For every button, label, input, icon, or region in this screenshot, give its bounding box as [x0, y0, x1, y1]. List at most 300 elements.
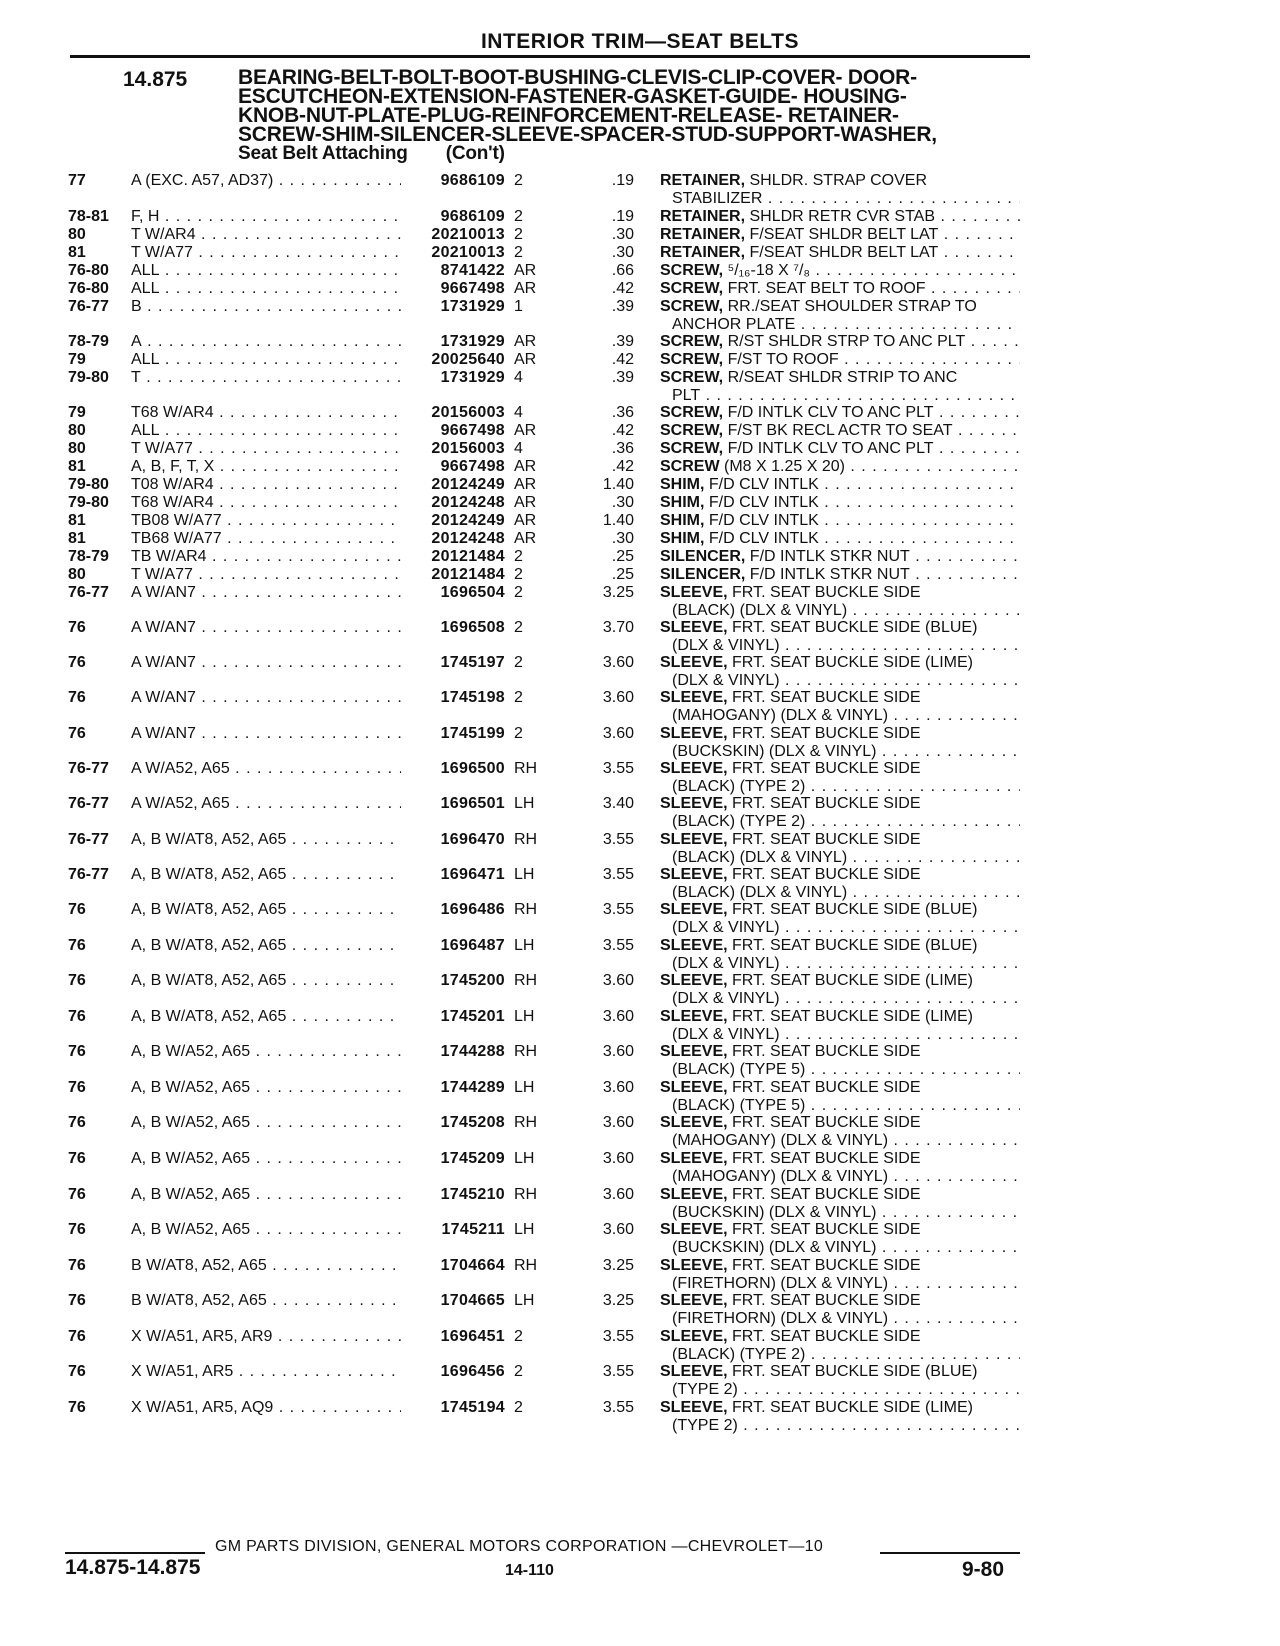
part-entry-continuation — [0, 919, 1280, 937]
part-name: SCREW, — [660, 280, 724, 297]
model-application — [131, 422, 401, 440]
description-continuation-text: (DLX & VINYL) — [672, 637, 780, 654]
part-number: 20025640 — [431, 351, 505, 368]
price: 3.70 — [602, 619, 634, 636]
model-application — [131, 476, 401, 494]
continued-label: (Con't) — [445, 143, 505, 164]
description-continuation-text: (MAHOGANY) (DLX & VINYL) — [672, 1168, 889, 1185]
model-text: A, B W/A52, A65 — [131, 1043, 251, 1060]
description-continuation — [672, 813, 1020, 831]
description-continuation — [672, 955, 1020, 973]
part-entry-line — [0, 1363, 1280, 1381]
price: .39 — [611, 333, 634, 350]
year-range: 80 — [68, 226, 86, 243]
description-text: FRT. SEAT BUCKLE SIDE — [732, 866, 921, 883]
part-entry-line — [0, 1008, 1280, 1026]
model-text: TB68 W/A77 — [131, 530, 222, 547]
part-number: 1745211 — [441, 1221, 505, 1238]
description-continuation — [672, 1275, 1020, 1293]
model-application — [131, 548, 401, 566]
part-name: SLEEVE, — [660, 1186, 728, 1203]
part-entry-line — [0, 1114, 1280, 1132]
model-text: A, B W/A52, A65 — [131, 1150, 251, 1167]
model-text: A W/AN7 — [131, 654, 196, 671]
part-number: 1731929 — [440, 369, 505, 386]
description-continuation-text: PLT — [672, 387, 701, 404]
model-application — [131, 725, 401, 743]
part-entry-continuation — [0, 1168, 1280, 1186]
description — [660, 1363, 1020, 1381]
description-text: F/ST BK RECL ACTR TO SEAT — [727, 422, 953, 439]
part-entry-continuation — [0, 1275, 1280, 1293]
model-text: T W/A77 — [131, 440, 193, 457]
part-entry-line — [0, 226, 1280, 244]
part-entry-continuation — [0, 1417, 1280, 1435]
price: 3.55 — [602, 1399, 634, 1416]
model-application — [131, 1221, 401, 1239]
year-range: 76-80 — [68, 280, 109, 297]
quantity: 2 — [514, 689, 523, 706]
price: 3.60 — [602, 1079, 634, 1096]
part-name: SLEEVE, — [660, 1114, 728, 1131]
part-entry-line — [0, 760, 1280, 778]
description — [660, 530, 1020, 548]
price: 3.60 — [602, 689, 634, 706]
part-entry-line — [0, 404, 1280, 422]
model-text: T68 W/AR4 — [131, 404, 214, 421]
price: .66 — [611, 262, 634, 279]
part-entry-continuation — [0, 884, 1280, 902]
part-entry-continuation — [0, 707, 1280, 725]
model-text: A W/AN7 — [131, 619, 196, 636]
price: .39 — [611, 298, 634, 315]
year-range: 76 — [68, 1221, 86, 1238]
part-name: SHIM, — [660, 476, 705, 493]
model-text: A, B W/AT8, A52, A65 — [131, 831, 287, 848]
model-text: X W/A51, AR5, AR9 — [131, 1328, 273, 1345]
description-text: R/ST SHLDR STRP TO ANC PLT — [727, 333, 966, 350]
model-text: A, B W/AT8, A52, A65 — [131, 1008, 287, 1025]
part-number: 20124248 — [431, 494, 505, 511]
description-text: FRT. SEAT BUCKLE SIDE (BLUE) — [732, 937, 978, 954]
price: .42 — [611, 422, 634, 439]
year-range: 76 — [68, 1114, 86, 1131]
description — [660, 1292, 1020, 1310]
part-number: 1744289 — [440, 1079, 505, 1096]
part-number: 8741422 — [440, 262, 505, 279]
part-entry-line — [0, 1150, 1280, 1168]
model-text: TB08 W/A77 — [131, 512, 222, 529]
model-application — [131, 333, 401, 351]
description — [660, 972, 1020, 990]
part-entry-continuation — [0, 1061, 1280, 1079]
year-range: 76 — [68, 937, 86, 954]
part-entry-continuation — [0, 637, 1280, 655]
part-entry-continuation — [0, 1310, 1280, 1328]
footer-rule-right — [880, 1552, 1020, 1554]
description-text: FRT. SEAT BUCKLE SIDE — [732, 1186, 921, 1203]
part-number: 20121484 — [431, 548, 505, 565]
year-range: 76-80 — [68, 262, 109, 279]
part-name: SCREW, — [660, 404, 724, 421]
part-name: SLEEVE, — [660, 1008, 728, 1025]
section-title-line: KNOB-NUT-PLATE-PLUG-REINFORCEMENT-RELEASE- RETAINER- — [238, 104, 899, 127]
part-name: SCREW, — [660, 262, 724, 279]
quantity: LH — [514, 1008, 535, 1025]
part-name: SCREW, — [660, 333, 724, 350]
part-number: 9667498 — [440, 422, 505, 439]
model-application — [131, 404, 401, 422]
part-entry-line — [0, 1221, 1280, 1239]
part-entry-continuation — [0, 990, 1280, 1008]
description-text: F/D INTLK STKR NUT — [749, 548, 910, 565]
description-continuation — [672, 884, 1020, 902]
section-title-line: SCREW-SHIM-SILENCER-SLEEVE-SPACER-STUD-SUPPORT-WASHER, — [238, 123, 937, 146]
price: .42 — [611, 280, 634, 297]
description-text: SHLDR. STRAP COVER — [749, 172, 928, 189]
part-entry-line — [0, 901, 1280, 919]
price: .42 — [611, 458, 634, 475]
model-application — [131, 1186, 401, 1204]
price: 3.55 — [602, 901, 634, 918]
part-number: 1745210 — [440, 1186, 505, 1203]
part-number: 9667498 — [440, 458, 505, 475]
description — [660, 866, 1020, 884]
description-continuation-text: (FIRETHORN) (DLX & VINYL) — [672, 1310, 889, 1327]
price: .25 — [611, 566, 634, 583]
model-text: A W/A52, A65 — [131, 760, 230, 777]
year-range: 76 — [68, 1008, 86, 1025]
year-range: 79-80 — [68, 494, 109, 511]
price: 3.60 — [602, 1150, 634, 1167]
year-range: 76-77 — [68, 795, 109, 812]
model-text: A, B W/A52, A65 — [131, 1221, 251, 1238]
description — [660, 1043, 1020, 1061]
footer-division: GM PARTS DIVISION, GENERAL MOTORS CORPORATION —CHEVROLET—10 — [215, 1538, 824, 1555]
part-name: SCREW, — [660, 440, 724, 457]
description — [660, 654, 1020, 672]
price: .30 — [611, 226, 634, 243]
price: 3.60 — [602, 1186, 634, 1203]
year-range: 76-77 — [68, 866, 109, 883]
part-name: SLEEVE, — [660, 1043, 728, 1060]
model-application — [131, 972, 401, 990]
quantity: 2 — [514, 1328, 523, 1345]
year-range: 81 — [68, 244, 86, 261]
part-number: 1696456 — [440, 1363, 505, 1380]
model-text: A W/AN7 — [131, 584, 196, 601]
part-number: 1731929 — [440, 298, 505, 315]
model-application — [131, 1008, 401, 1026]
model-application — [131, 298, 401, 316]
model-text: A, B W/A52, A65 — [131, 1186, 251, 1203]
description-continuation-text: (MAHOGANY) (DLX & VINYL) — [672, 1132, 889, 1149]
model-application — [131, 458, 401, 476]
price: 3.55 — [602, 760, 634, 777]
description-text: FRT. SEAT BUCKLE SIDE — [732, 1221, 921, 1238]
description-text: FRT. SEAT BUCKLE SIDE — [732, 831, 921, 848]
quantity: AR — [514, 512, 537, 529]
part-entry-line — [0, 476, 1280, 494]
model-application — [131, 1150, 401, 1168]
model-text: A, B W/AT8, A52, A65 — [131, 937, 287, 954]
model-application — [131, 866, 401, 884]
quantity: 2 — [514, 548, 523, 565]
description-continuation — [672, 778, 1020, 796]
part-name: SLEEVE, — [660, 937, 728, 954]
part-entry-line — [0, 333, 1280, 351]
description-continuation — [672, 1346, 1020, 1364]
year-range: 76 — [68, 1292, 86, 1309]
part-name: SLEEVE, — [660, 901, 728, 918]
section-title-line: BEARING-BELT-BOLT-BOOT-BUSHING-CLEVIS-CLIP-COVER- DOOR- — [238, 66, 917, 89]
year-range: 79 — [68, 351, 86, 368]
quantity: 2 — [514, 244, 523, 261]
part-entry-line — [0, 494, 1280, 512]
description-text: FRT. SEAT BUCKLE SIDE — [732, 795, 921, 812]
model-text: ALL — [131, 280, 160, 297]
part-entry-continuation — [0, 849, 1280, 867]
description — [660, 280, 1020, 298]
part-entry-line — [0, 548, 1280, 566]
part-entry-line — [0, 530, 1280, 548]
description-text: SHLDR RETR CVR STAB — [749, 208, 936, 225]
model-text: T — [131, 369, 141, 386]
model-application — [131, 760, 401, 778]
part-entry-line — [0, 1079, 1280, 1097]
quantity: RH — [514, 1186, 538, 1203]
description-continuation — [672, 1204, 1020, 1222]
part-entry-continuation — [0, 1239, 1280, 1257]
description — [660, 725, 1020, 743]
part-name: RETAINER, — [660, 226, 746, 243]
price: 3.40 — [602, 795, 634, 812]
description-continuation — [672, 743, 1020, 761]
description — [660, 548, 1020, 566]
description-text: FRT. SEAT BUCKLE SIDE — [732, 1043, 921, 1060]
description-text: F/ST TO ROOF — [727, 351, 839, 368]
part-number: 20124249 — [431, 476, 505, 493]
year-range: 78-79 — [68, 548, 109, 565]
model-text: T68 W/AR4 — [131, 494, 214, 511]
quantity: AR — [514, 422, 537, 439]
description-continuation — [672, 849, 1020, 867]
description-continuation-text: (DLX & VINYL) — [672, 672, 780, 689]
part-number: 20121484 — [431, 566, 505, 583]
quantity: 4 — [514, 440, 523, 457]
part-name: SLEEVE, — [660, 1292, 728, 1309]
model-application — [131, 831, 401, 849]
part-number: 1696471 — [440, 866, 505, 883]
description — [660, 760, 1020, 778]
part-entry-line — [0, 795, 1280, 813]
part-number: 1745198 — [440, 689, 505, 706]
part-name: SLEEVE, — [660, 619, 728, 636]
quantity: 2 — [514, 1399, 523, 1416]
description-continuation — [672, 990, 1020, 1008]
description-text: FRT. SEAT BUCKLE SIDE (LIME) — [732, 972, 973, 989]
part-name: RETAINER, — [660, 172, 746, 189]
quantity: 4 — [514, 369, 523, 386]
part-entry-continuation — [0, 672, 1280, 690]
quantity: AR — [514, 476, 537, 493]
page-title: INTERIOR TRIM—SEAT BELTS — [480, 30, 800, 53]
description-text: FRT. SEAT BUCKLE SIDE — [732, 689, 921, 706]
description-continuation-text: (DLX & VINYL) — [672, 919, 780, 936]
part-name: SLEEVE, — [660, 1150, 728, 1167]
quantity: AR — [514, 280, 537, 297]
part-name: SCREW, — [660, 369, 724, 386]
part-entry-line — [0, 298, 1280, 316]
description-text: F/D CLV INTLK — [708, 494, 819, 511]
description-text: FRT. SEAT BUCKLE SIDE — [732, 725, 921, 742]
description-text: FRT. SEAT BUCKLE SIDE (BLUE) — [732, 1363, 978, 1380]
description-text: FRT. SEAT BUCKLE SIDE (BLUE) — [732, 901, 978, 918]
quantity: LH — [514, 1079, 535, 1096]
part-entry-continuation — [0, 602, 1280, 620]
part-name: SLEEVE, — [660, 1257, 728, 1274]
part-number: 1696508 — [440, 619, 505, 636]
part-number: 9686109 — [440, 208, 505, 225]
part-name: SLEEVE, — [660, 654, 728, 671]
price: 3.55 — [602, 831, 634, 848]
description — [660, 172, 1020, 190]
quantity: 2 — [514, 584, 523, 601]
price: 3.60 — [602, 1043, 634, 1060]
model-text: B W/AT8, A52, A65 — [131, 1257, 267, 1274]
footer-date: 9-80 — [962, 1558, 1005, 1581]
part-name: SLEEVE, — [660, 584, 728, 601]
part-entry-line — [0, 208, 1280, 226]
description-continuation-text: (BLACK) (TYPE 2) — [672, 813, 806, 830]
part-entry-continuation — [0, 1204, 1280, 1222]
model-application — [131, 244, 401, 262]
model-text: T W/A77 — [131, 244, 193, 261]
model-text: A, B W/A52, A65 — [131, 1079, 251, 1096]
description — [660, 476, 1020, 494]
description-continuation — [672, 637, 1020, 655]
description — [660, 1328, 1020, 1346]
part-entry-continuation — [0, 1381, 1280, 1399]
price: 3.55 — [602, 866, 634, 883]
part-number: 1704664 — [440, 1257, 505, 1274]
price: 3.55 — [602, 1363, 634, 1380]
description-continuation-text: (TYPE 2) — [672, 1381, 738, 1398]
part-name: SCREW, — [660, 422, 724, 439]
description-continuation — [672, 672, 1020, 690]
description — [660, 1257, 1020, 1275]
quantity: LH — [514, 795, 535, 812]
part-name: SCREW, — [660, 298, 724, 315]
model-application — [131, 795, 401, 813]
price: .36 — [611, 404, 634, 421]
quantity: RH — [514, 831, 538, 848]
description-continuation-text: (BLACK) (TYPE 2) — [672, 1346, 806, 1363]
description-text: FRT. SEAT BUCKLE SIDE — [732, 1150, 921, 1167]
price: 1.40 — [602, 476, 634, 493]
description-text: FRT. SEAT BUCKLE SIDE — [732, 1079, 921, 1096]
part-name: SILENCER, — [660, 566, 746, 583]
description-text: F/D CLV INTLK — [708, 512, 819, 529]
quantity: RH — [514, 1114, 538, 1131]
description-continuation-text: (BUCKSKIN) (DLX & VINYL) — [672, 743, 877, 760]
description-text: FRT. SEAT BELT TO ROOF — [727, 280, 926, 297]
description-continuation-text: (BUCKSKIN) (DLX & VINYL) — [672, 1204, 877, 1221]
description-continuation — [672, 1061, 1020, 1079]
quantity: LH — [514, 866, 535, 883]
description-continuation — [672, 1417, 1020, 1435]
quantity: 2 — [514, 226, 523, 243]
year-range: 76 — [68, 725, 86, 742]
year-range: 76 — [68, 901, 86, 918]
part-entry-line — [0, 244, 1280, 262]
price: 3.60 — [602, 1114, 634, 1131]
description — [660, 262, 1020, 280]
part-name: SLEEVE, — [660, 1221, 728, 1238]
part-entry-continuation — [0, 316, 1280, 334]
part-name: SLEEVE, — [660, 972, 728, 989]
part-entry-line — [0, 689, 1280, 707]
model-application — [131, 208, 401, 226]
year-range: 76 — [68, 619, 86, 636]
quantity: RH — [514, 1043, 538, 1060]
year-range: 80 — [68, 566, 86, 583]
description-continuation-text: (BLACK) (TYPE 2) — [672, 778, 806, 795]
model-application — [131, 901, 401, 919]
description — [660, 1186, 1020, 1204]
description — [660, 351, 1020, 369]
description — [660, 298, 1020, 316]
description-continuation-text: STABILIZER — [672, 190, 763, 207]
part-name: SLEEVE, — [660, 795, 728, 812]
model-application — [131, 1257, 401, 1275]
model-application — [131, 351, 401, 369]
model-text: A W/AN7 — [131, 689, 196, 706]
part-number: 20124249 — [431, 512, 505, 529]
year-range: 77 — [68, 172, 86, 189]
part-entry-line — [0, 369, 1280, 387]
description — [660, 901, 1020, 919]
description-continuation — [672, 1381, 1020, 1399]
quantity: LH — [514, 1150, 535, 1167]
part-number: 1696500 — [440, 760, 505, 777]
model-text: A W/AN7 — [131, 725, 196, 742]
description-text: FRT. SEAT BUCKLE SIDE — [732, 1114, 921, 1131]
year-range: 78-79 — [68, 333, 109, 350]
year-range: 76 — [68, 972, 86, 989]
year-range: 76 — [68, 1186, 86, 1203]
year-range: 81 — [68, 530, 86, 547]
part-number: 20124248 — [431, 530, 505, 547]
description-text: FRT. SEAT BUCKLE SIDE — [732, 1257, 921, 1274]
price: 3.25 — [602, 1257, 634, 1274]
description-continuation — [672, 1132, 1020, 1150]
part-name: RETAINER, — [660, 244, 746, 261]
year-range: 81 — [68, 458, 86, 475]
model-text: A (EXC. A57, AD37) — [131, 172, 274, 189]
description-text: FRT. SEAT BUCKLE SIDE (LIME) — [732, 654, 973, 671]
description — [660, 1008, 1020, 1026]
description — [660, 1114, 1020, 1132]
description — [660, 619, 1020, 637]
part-name: SHIM, — [660, 494, 705, 511]
year-range: 80 — [68, 440, 86, 457]
description-continuation — [672, 1168, 1020, 1186]
section-title-line: ESCUTCHEON-EXTENSION-FASTENER-GASKET-GUIDE- HOUSING- — [238, 85, 907, 108]
quantity: 1 — [514, 298, 523, 315]
price: .30 — [611, 494, 634, 511]
description — [660, 369, 1020, 387]
